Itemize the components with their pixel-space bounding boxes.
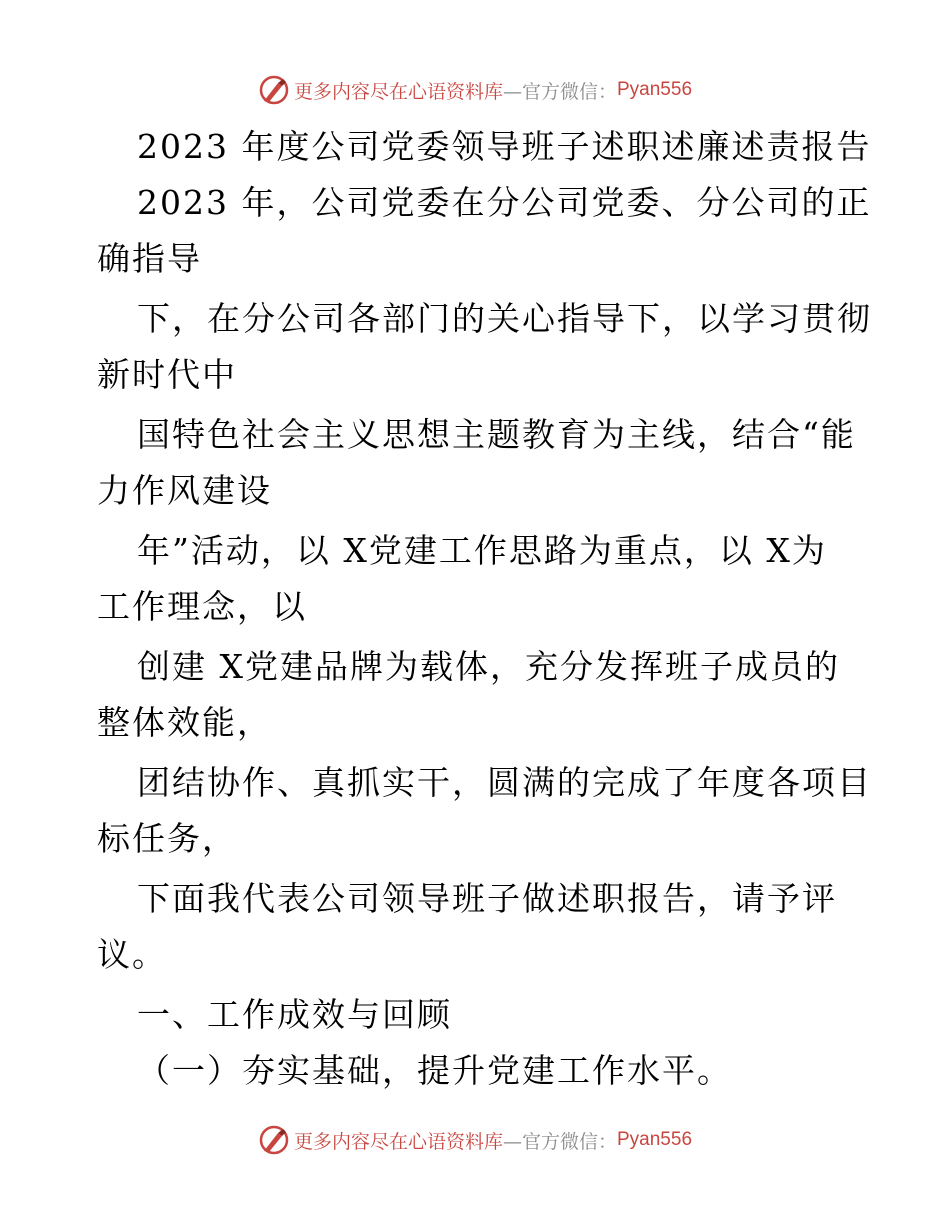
paragraph-line: 下，在分公司各部门的关心指导下，以学习贯彻 — [137, 299, 872, 338]
banner-wechat-id: Pyan556 — [617, 79, 693, 100]
subsection-heading: （一）夯实基础，提升党建工作水平。 — [137, 1051, 732, 1090]
paragraph-line: 国特色社会主义思想主题教育为主线，结合“能 — [137, 415, 856, 454]
paragraph-line: 力作风建设 — [97, 471, 272, 510]
banner-wechat-id: Pyan556 — [617, 1129, 693, 1150]
document-title: 2023 年度公司党委领导班子述职述廉述责报告 — [137, 127, 872, 166]
banner-official-text: —官方微信： — [502, 80, 617, 103]
paragraph-line: 新时代中 — [97, 355, 237, 394]
paragraph-line: 创建 X党建品牌为载体，充分发挥班子成员的 — [137, 647, 840, 686]
pen-logo-icon — [258, 1124, 290, 1156]
banner-official-text: —官方微信： — [502, 1130, 617, 1153]
paragraph-line: 确指导 — [97, 239, 202, 278]
paragraph-line: 工作理念，以 — [97, 587, 307, 626]
footer-banner — [0, 1120, 950, 1160]
pen-logo-icon — [258, 74, 290, 106]
banner-promo-text: 更多内容尽在心语资料库 — [293, 1130, 503, 1153]
header-banner — [0, 70, 950, 110]
paragraph-line: 2023 年，公司党委在分公司党委、分公司的正 — [137, 183, 872, 222]
paragraph-line: 整体效能， — [97, 703, 272, 742]
section-heading: 一、工作成效与回顾 — [137, 995, 452, 1034]
paragraph-line: 下面我代表公司领导班子做述职报告，请予评 — [137, 879, 837, 918]
paragraph-line: 议。 — [97, 935, 167, 974]
banner-promo-text: 更多内容尽在心语资料库 — [293, 80, 503, 103]
paragraph-line: 年”活动，以 X党建工作思路为重点，以 X为 — [137, 531, 827, 570]
paragraph-line: 标任务， — [97, 819, 237, 858]
paragraph-line: 团结协作、真抓实干，圆满的完成了年度各项目 — [137, 763, 872, 802]
